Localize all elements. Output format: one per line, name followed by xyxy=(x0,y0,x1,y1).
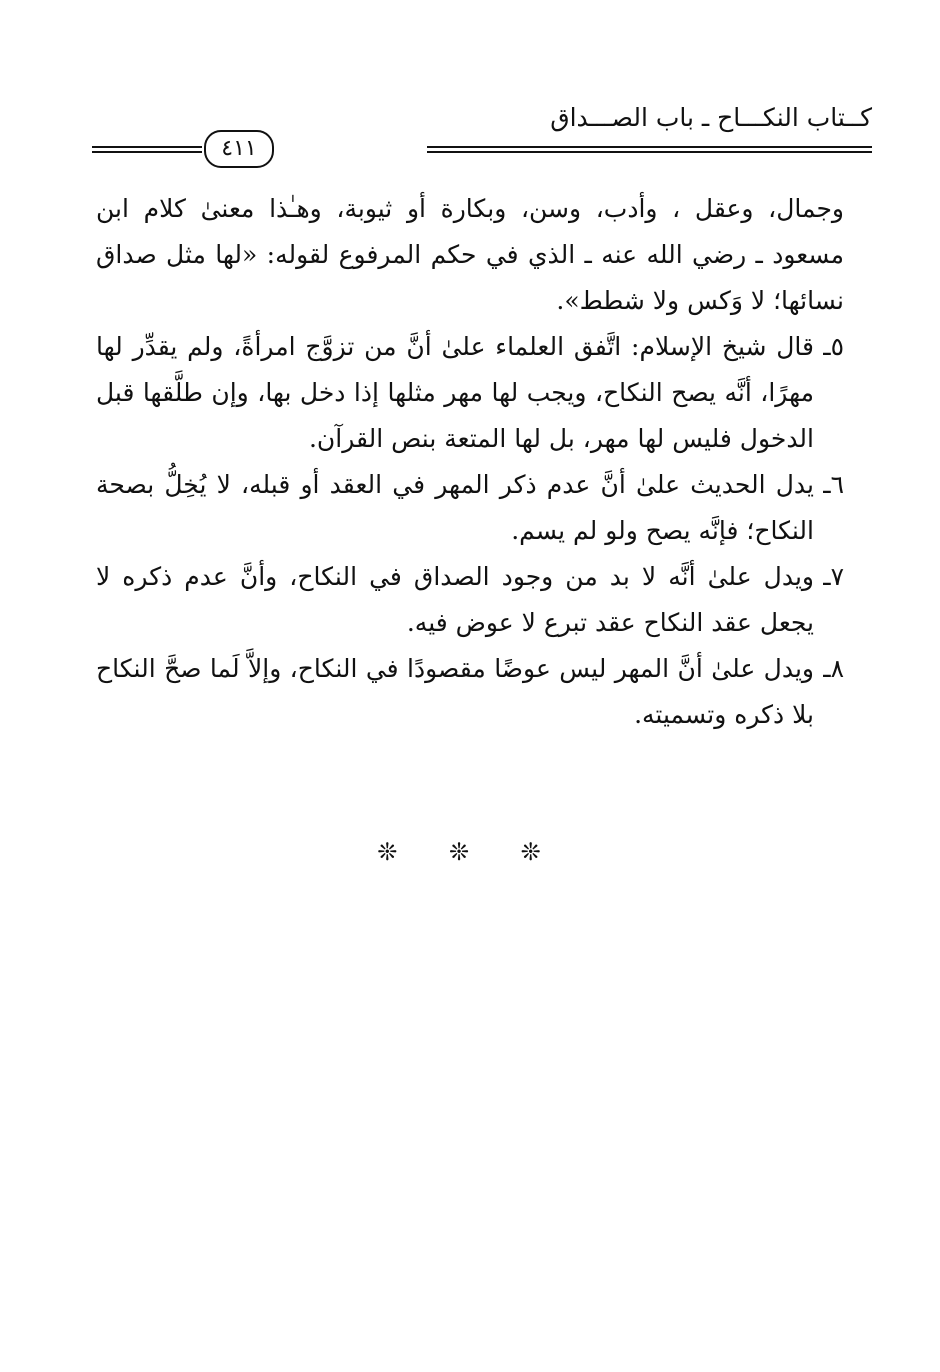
running-header xyxy=(92,100,872,161)
list-item xyxy=(96,462,844,554)
item-text: قال شيخ الإسلام: اتَّفق العلماء علىٰ أنَّ من تزوَّج امرأةً، ولم يقدِّر لها مهرًا، أنَّه يصح النكاح، ويجب لها مهر مثلها إذا دخل بها، وإن طلَّقها قبل الدخول فليس لها مهر، بل لها المتعة بنص القرآن. xyxy=(96,332,814,453)
chapter-title: كــتاب النكـــاح ـ باب الصـــداق xyxy=(550,103,872,132)
page-body xyxy=(96,186,844,738)
item-text: ويدل علىٰ أنَّ المهر ليس عوضًا مقصودًا في النكاح، وإلاَّ لَما صحَّ النكاح بلا ذكره وتسميته. xyxy=(96,654,814,729)
item-text: ويدل علىٰ أنَّه لا بد من وجود الصداق في النكاح، وأنَّ عدم ذكره لا يجعل عقد النكاح عقد تبرع لا عوض فيه. xyxy=(96,562,814,637)
list-item xyxy=(96,324,844,462)
item-number: ٦ـ xyxy=(823,470,844,499)
intro-paragraph: وجمال، وعقل ، وأدب، وسن، وبكارة أو ثيوبة، وهـٰذا معنىٰ كلام ابن مسعود ـ رضي الله عنه ـ الذي في حكم المرفوع لقوله: «لها مثل صداق نسائها؛ لا وَكس ولا شطط». xyxy=(96,194,844,315)
list-item xyxy=(96,554,844,646)
page-number: ٤١١ xyxy=(204,130,274,168)
list-item xyxy=(96,646,844,738)
header-rule-right xyxy=(427,146,872,153)
header-rule-left xyxy=(92,146,202,153)
item-number: ٨ـ xyxy=(823,654,844,683)
section-separator: ❊ ❊ ❊ xyxy=(377,838,563,866)
item-text: يدل الحديث علىٰ أنَّ عدم ذكر المهر في العقد أو قبله، لا يُخِلُّ بصحة النكاح؛ فإنَّه يصح ولو لم يسم. xyxy=(96,470,814,545)
item-number: ٥ـ xyxy=(823,332,844,361)
item-number: ٧ـ xyxy=(823,562,844,591)
